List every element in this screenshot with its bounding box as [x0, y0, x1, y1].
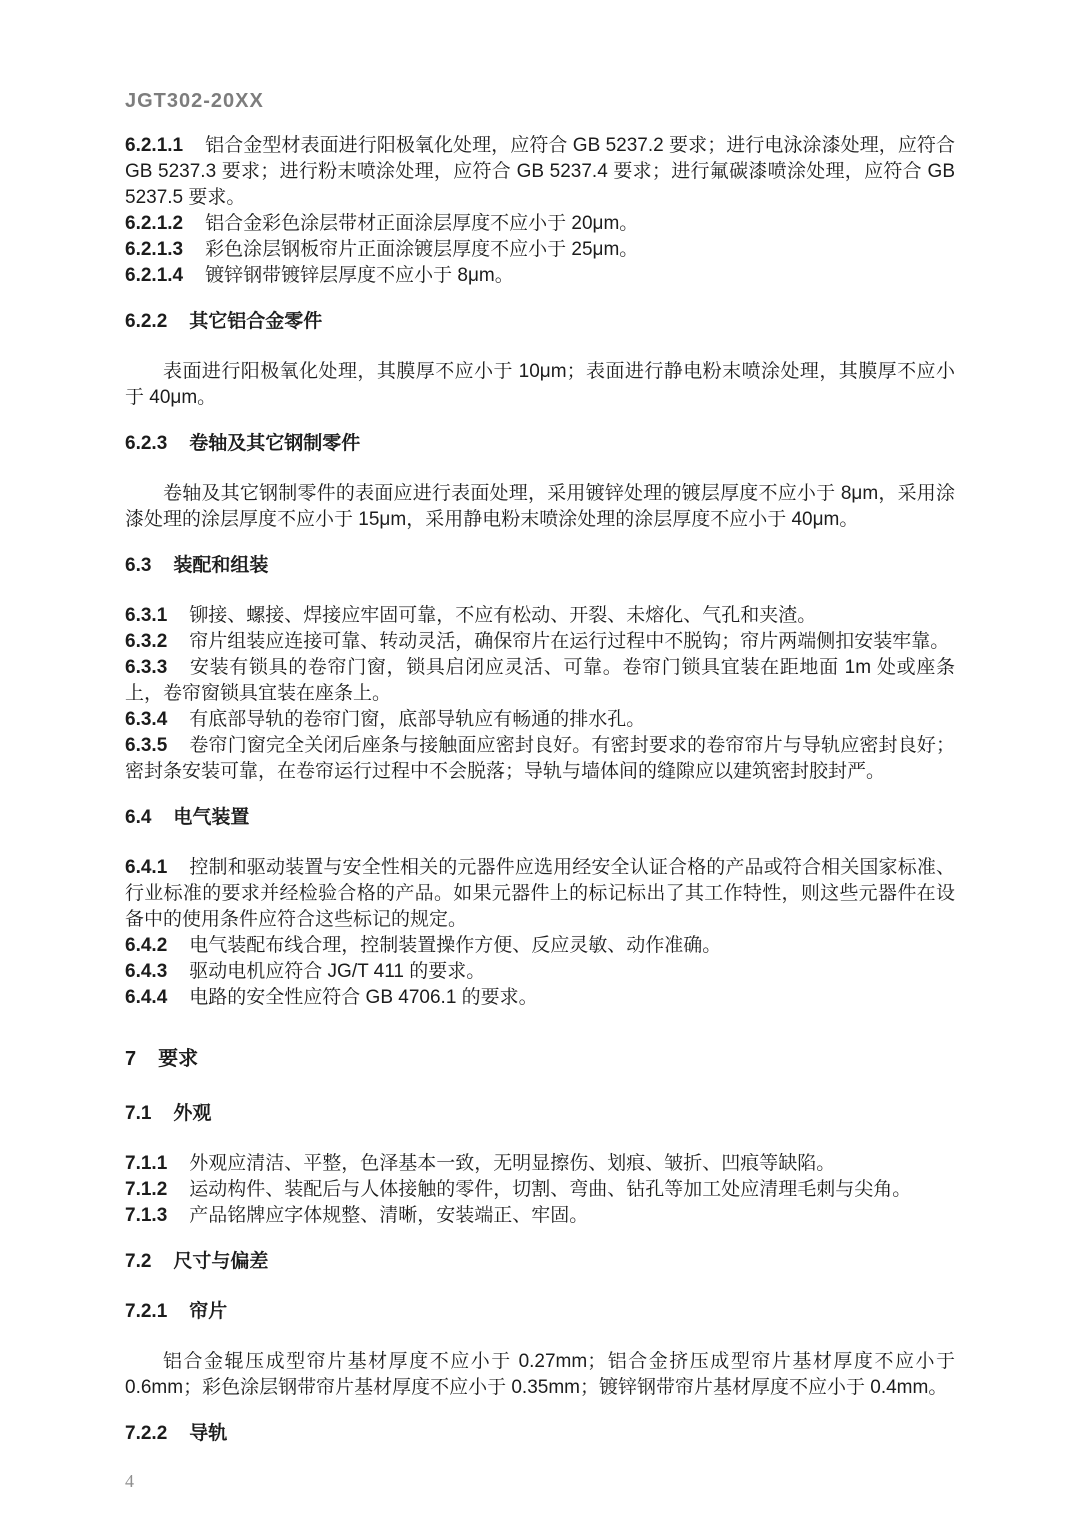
clause-text: 尺寸与偏差 — [173, 1251, 269, 1272]
clause-text: 铝合金型材表面进行阳极氧化处理，应符合 GB 5237.2 要求；进行电泳涂漆处理，应符合 GB 5237.3 要求；进行粉末喷涂处理，应符合 GB 5237.4 要求；进行氟碳漆喷涂处理，应符合 GB 5237.5 要求。 — [125, 135, 955, 208]
clause-number: 7.1.2 — [125, 1179, 168, 1200]
clause — [125, 629, 955, 655]
clause-text: 电气装配布线合理，控制装置操作方便、反应灵敏、动作准确。 — [189, 935, 722, 956]
clause-text: 外观 — [173, 1103, 212, 1124]
clause — [125, 603, 955, 629]
paragraph — [125, 481, 955, 533]
clause-text: 装配和组装 — [173, 555, 269, 576]
clause-text: 运动构件、装配后与人体接触的零件，切割、弯曲、钻孔等加工处应清理毛刺与尖角。 — [189, 1179, 912, 1200]
clause — [125, 933, 955, 959]
section-heading — [125, 805, 955, 831]
clause-text: 帘片组装应连接可靠、转动灵活，确保帘片在运行过程中不脱钩；帘片两端侧扣安装牢靠。 — [189, 631, 950, 652]
clause-number: 6.3 — [125, 555, 152, 576]
clause — [125, 959, 955, 985]
clause-number: 6.3.2 — [125, 631, 168, 652]
clause-number: 7.2.2 — [125, 1423, 168, 1444]
clause-number: 6.4.4 — [125, 987, 168, 1008]
clause — [125, 655, 955, 707]
clause-text: 驱动电机应符合 JG/T 411 的要求。 — [189, 961, 486, 982]
clause-text: 要求 — [158, 1048, 199, 1070]
clause-text: 帘片 — [189, 1301, 228, 1322]
clause-text: 镀锌钢带镀锌层厚度不应小于 8μm。 — [205, 265, 514, 286]
clause-text: 表面进行阳极氧化处理，其膜厚不应小于 10μm；表面进行静电粉末喷涂处理，其膜厚不应小于 40μm。 — [125, 361, 955, 408]
clause-number: 7.2.1 — [125, 1301, 168, 1322]
clause-number: 7.1.3 — [125, 1205, 168, 1226]
clause-text: 控制和驱动装置与安全性相关的元器件应选用经安全认证合格的产品或符合相关国家标准、行业标准的要求并经检验合格的产品。如果元器件上的标记标出了其工作特性，则这些元器件在设备中的使用条件应符合这些标记的规定。 — [125, 857, 955, 930]
clause-number: 6.4 — [125, 807, 152, 828]
clause-text: 其它铝合金零件 — [189, 311, 323, 332]
paragraph — [125, 359, 955, 411]
clause-number: 6.4.2 — [125, 935, 168, 956]
clause-text: 铝合金彩色涂层带材正面涂层厚度不应小于 20μm。 — [205, 213, 639, 234]
section-heading — [125, 1101, 955, 1127]
chapter-heading — [125, 1045, 955, 1073]
clause-number: 7.2 — [125, 1251, 152, 1272]
clause-number: 6.3.5 — [125, 735, 168, 756]
clause-text: 铝合金辊压成型帘片基材厚度不应小于 0.27mm；铝合金挤压成型帘片基材厚度不应小于 0.6mm；彩色涂层钢带帘片基材厚度不应小于 0.35mm；镀锌钢带帘片基材厚度不应小于 0.4mm。 — [125, 1351, 955, 1398]
clause-number: 6.2.1.1 — [125, 135, 184, 156]
clause-number: 6.2.3 — [125, 433, 168, 454]
paragraph — [125, 1349, 955, 1401]
document-header: JGT302-20XX — [125, 90, 264, 112]
section-heading — [125, 309, 955, 335]
clause-text: 卷帘门窗完全关闭后座条与接触面应密封良好。有密封要求的卷帘帘片与导轨应密封良好；密封条安装可靠，在卷帘运行过程中不会脱落；导轨与墙体间的缝隙应以建筑密封胶封严。 — [125, 735, 955, 782]
clause-text: 产品铭牌应字体规整、清晰，安装端正、牢固。 — [189, 1205, 589, 1226]
clause-number: 7.1.1 — [125, 1153, 168, 1174]
section-heading — [125, 431, 955, 457]
clause-text: 卷轴及其它钢制零件 — [189, 433, 361, 454]
clause — [125, 707, 955, 733]
clause — [125, 211, 955, 237]
clause-text: 电路的安全性应符合 GB 4706.1 的要求。 — [189, 987, 538, 1008]
clause — [125, 985, 955, 1011]
clause — [125, 855, 955, 933]
clause — [125, 133, 955, 211]
clause-text: 安装有锁具的卷帘门窗，锁具启闭应灵活、可靠。卷帘门锁具宜装在距地面 1m 处或座条上，卷帘窗锁具宜装在座条上。 — [125, 657, 955, 704]
clause-number: 6.3.4 — [125, 709, 168, 730]
clause — [125, 1203, 955, 1229]
clause — [125, 1151, 955, 1177]
clause-number: 7 — [125, 1048, 137, 1070]
clause-number: 6.2.1.3 — [125, 239, 184, 260]
clause-text: 彩色涂层钢板帘片正面涂镀层厚度不应小于 25μm。 — [205, 239, 639, 260]
clause-text: 导轨 — [189, 1423, 228, 1444]
page-number: 4 — [125, 1471, 134, 1491]
clause-text: 铆接、螺接、焊接应牢固可靠，不应有松动、开裂、未熔化、气孔和夹渣。 — [189, 605, 817, 626]
clause-number: 6.4.1 — [125, 857, 168, 878]
clause-number: 6.3.3 — [125, 657, 168, 678]
clause-text: 外观应清洁、平整，色泽基本一致，无明显擦伤、划痕、皱折、凹痕等缺陷。 — [189, 1153, 836, 1174]
clause — [125, 1177, 955, 1203]
section-heading — [125, 1421, 955, 1447]
clause — [125, 237, 955, 263]
clause-number: 6.4.3 — [125, 961, 168, 982]
clause-number: 7.1 — [125, 1103, 152, 1124]
section-heading — [125, 553, 955, 579]
clause-text: 电气装置 — [173, 807, 250, 828]
clause-number: 6.2.1.4 — [125, 265, 184, 286]
document-content — [125, 133, 955, 1447]
clause-number: 6.2.1.2 — [125, 213, 184, 234]
clause-text: 卷轴及其它钢制零件的表面应进行表面处理，采用镀锌处理的镀层厚度不应小于 8μm，采用涂漆处理的涂层厚度不应小于 15μm，采用静电粉末喷涂处理的涂层厚度不应小于 40μm。 — [125, 483, 955, 530]
clause-number: 6.3.1 — [125, 605, 168, 626]
clause — [125, 733, 955, 785]
clause-number: 6.2.2 — [125, 311, 168, 332]
section-heading — [125, 1249, 955, 1275]
clause — [125, 263, 955, 289]
clause-text: 有底部导轨的卷帘门窗，底部导轨应有畅通的排水孔。 — [189, 709, 646, 730]
section-heading — [125, 1299, 955, 1325]
